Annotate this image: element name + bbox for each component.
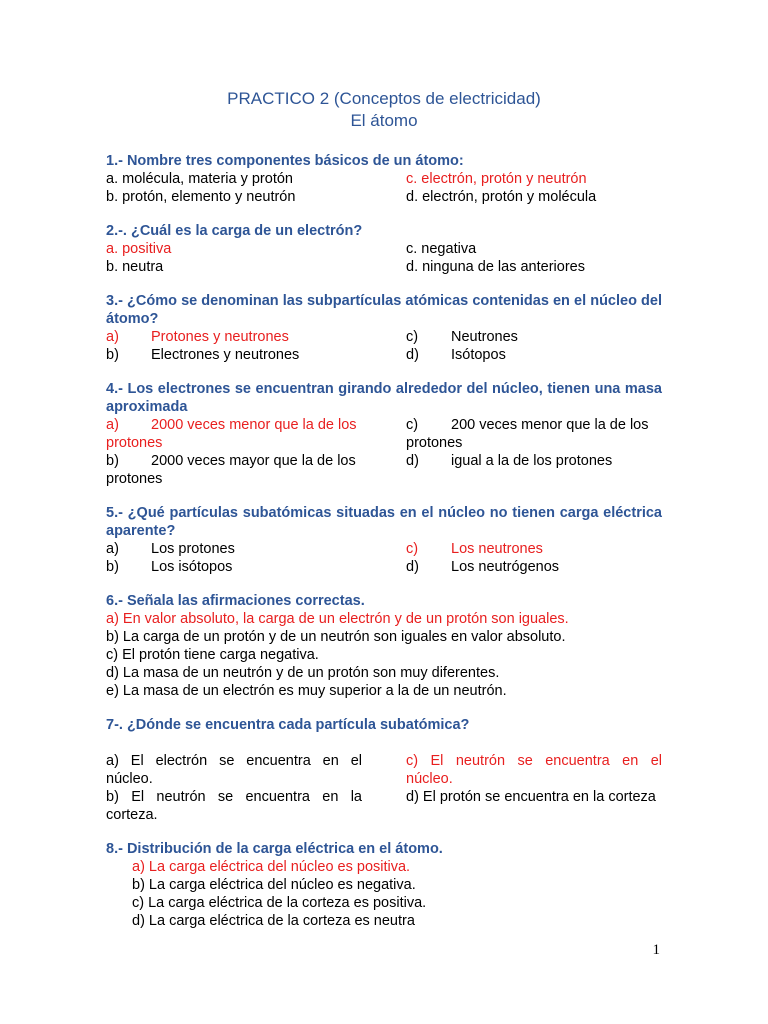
option-a-correct xyxy=(106,416,396,452)
question-3 xyxy=(106,292,662,364)
question-heading: 3.- ¿Cómo se denominan las subpartículas atómicas contenidas en el núcleo del átomo? xyxy=(106,293,662,327)
question-heading: 4.- Los electrones se encuentran girando alrededor del núcleo, tienen una masa aproximada xyxy=(106,381,662,415)
statement-a-correct: a) En valor absoluto, la carga de un electrón y de un protón son iguales. xyxy=(106,611,569,627)
option-d: d) La carga eléctrica de la corteza es neutra xyxy=(132,913,415,929)
option-b xyxy=(106,452,396,488)
option-b: b. protón, elemento y neutrón xyxy=(106,189,296,205)
page-title xyxy=(106,88,662,132)
option-text: 2000 veces mayor que la de los protones xyxy=(106,453,356,487)
option-a: a. molécula, materia y protón xyxy=(106,171,293,187)
option-b xyxy=(106,558,406,576)
option-b: b. neutra xyxy=(106,259,164,275)
option-c-correct: c. electrón, protón y neutrón xyxy=(406,171,587,187)
question-4 xyxy=(106,380,662,488)
option-label: a) xyxy=(106,541,119,557)
question-heading: 5.- ¿Qué partículas subatómicas situadas en el núcleo no tienen carga eléctrica aparente? xyxy=(106,505,662,539)
option-c-correct: c) El neutrón se encuentra en el núcleo. xyxy=(406,753,662,787)
option-label: c) xyxy=(406,541,419,557)
option-text: Los neutrones xyxy=(451,541,543,557)
option-label: a) xyxy=(106,329,119,345)
option-label: b) xyxy=(106,559,119,575)
option-label: d) xyxy=(406,453,419,469)
option-label: b) xyxy=(106,347,119,363)
statement-d: d) La masa de un neutrón y de un protón son muy diferentes. xyxy=(106,665,500,681)
option-text: Isótopos xyxy=(451,347,506,363)
option-a-correct: a. positiva xyxy=(106,241,172,257)
question-heading: 1.- Nombre tres componentes básicos de un átomo: xyxy=(106,153,464,169)
option-label: c) xyxy=(406,329,419,345)
option-c-correct xyxy=(406,540,662,558)
option-d xyxy=(406,346,662,364)
option-d xyxy=(406,558,662,576)
option-text: Electrones y neutrones xyxy=(151,347,300,363)
question-heading: 8.- Distribución de la carga eléctrica en el átomo. xyxy=(106,841,443,857)
statement-e: e) La masa de un electrón es muy superior a la de un neutrón. xyxy=(106,683,507,699)
option-d: d. electrón, protón y molécula xyxy=(406,189,597,205)
question-2 xyxy=(106,222,662,276)
option-d: d. ninguna de las anteriores xyxy=(406,259,585,275)
option-label: c) xyxy=(406,417,419,433)
option-a: a) El electrón se encuentra en el núcleo. xyxy=(106,753,362,787)
option-d: d) El protón se encuentra en la corteza xyxy=(406,789,656,805)
statement-c: c) El protón tiene carga negativa. xyxy=(106,647,319,663)
option-text: Los protones xyxy=(151,541,235,557)
option-label: d) xyxy=(406,347,419,363)
option-b: b) La carga eléctrica del núcleo es negativa. xyxy=(132,877,416,893)
option-a-correct: a) La carga eléctrica del núcleo es positiva. xyxy=(132,859,411,875)
option-a-correct xyxy=(106,328,406,346)
option-label: b) xyxy=(106,453,119,469)
option-a xyxy=(106,540,406,558)
option-label: d) xyxy=(406,559,419,575)
option-d xyxy=(406,452,662,488)
question-heading: 6.- Señala las afirmaciones correctas. xyxy=(106,593,365,609)
question-7 xyxy=(106,716,662,824)
option-b xyxy=(106,346,406,364)
title-line-1: PRACTICO 2 (Conceptos de electricidad) xyxy=(227,89,541,108)
option-text: Los isótopos xyxy=(151,559,233,575)
option-c xyxy=(406,416,662,452)
option-c: c) La carga eléctrica de la corteza es positiva. xyxy=(132,895,427,911)
option-text: Los neutrógenos xyxy=(451,559,560,575)
option-text: igual a la de los protones xyxy=(451,453,613,469)
document-page xyxy=(106,88,662,930)
option-text: 200 veces menor que la de los protones xyxy=(406,417,649,451)
page-number: 1 xyxy=(652,942,660,958)
option-b: b) El neutrón se encuentra en la corteza. xyxy=(106,789,362,823)
question-6 xyxy=(106,592,662,700)
option-label: a) xyxy=(106,417,119,433)
title-line-2: El átomo xyxy=(350,111,418,130)
question-heading: 7-. ¿Dónde se encuentra cada partícula subatómica? xyxy=(106,717,470,733)
question-5 xyxy=(106,504,662,576)
option-c: c. negativa xyxy=(406,241,477,257)
option-c xyxy=(406,328,662,346)
question-8 xyxy=(106,840,662,930)
question-1 xyxy=(106,152,662,206)
statement-b: b) La carga de un protón y de un neutrón son iguales en valor absoluto. xyxy=(106,629,566,645)
option-text: 2000 veces menor que la de los protones xyxy=(106,417,357,451)
option-text: Protones y neutrones xyxy=(151,329,289,345)
question-heading: 2.-. ¿Cuál es la carga de un electrón? xyxy=(106,223,363,239)
option-text: Neutrones xyxy=(451,329,518,345)
